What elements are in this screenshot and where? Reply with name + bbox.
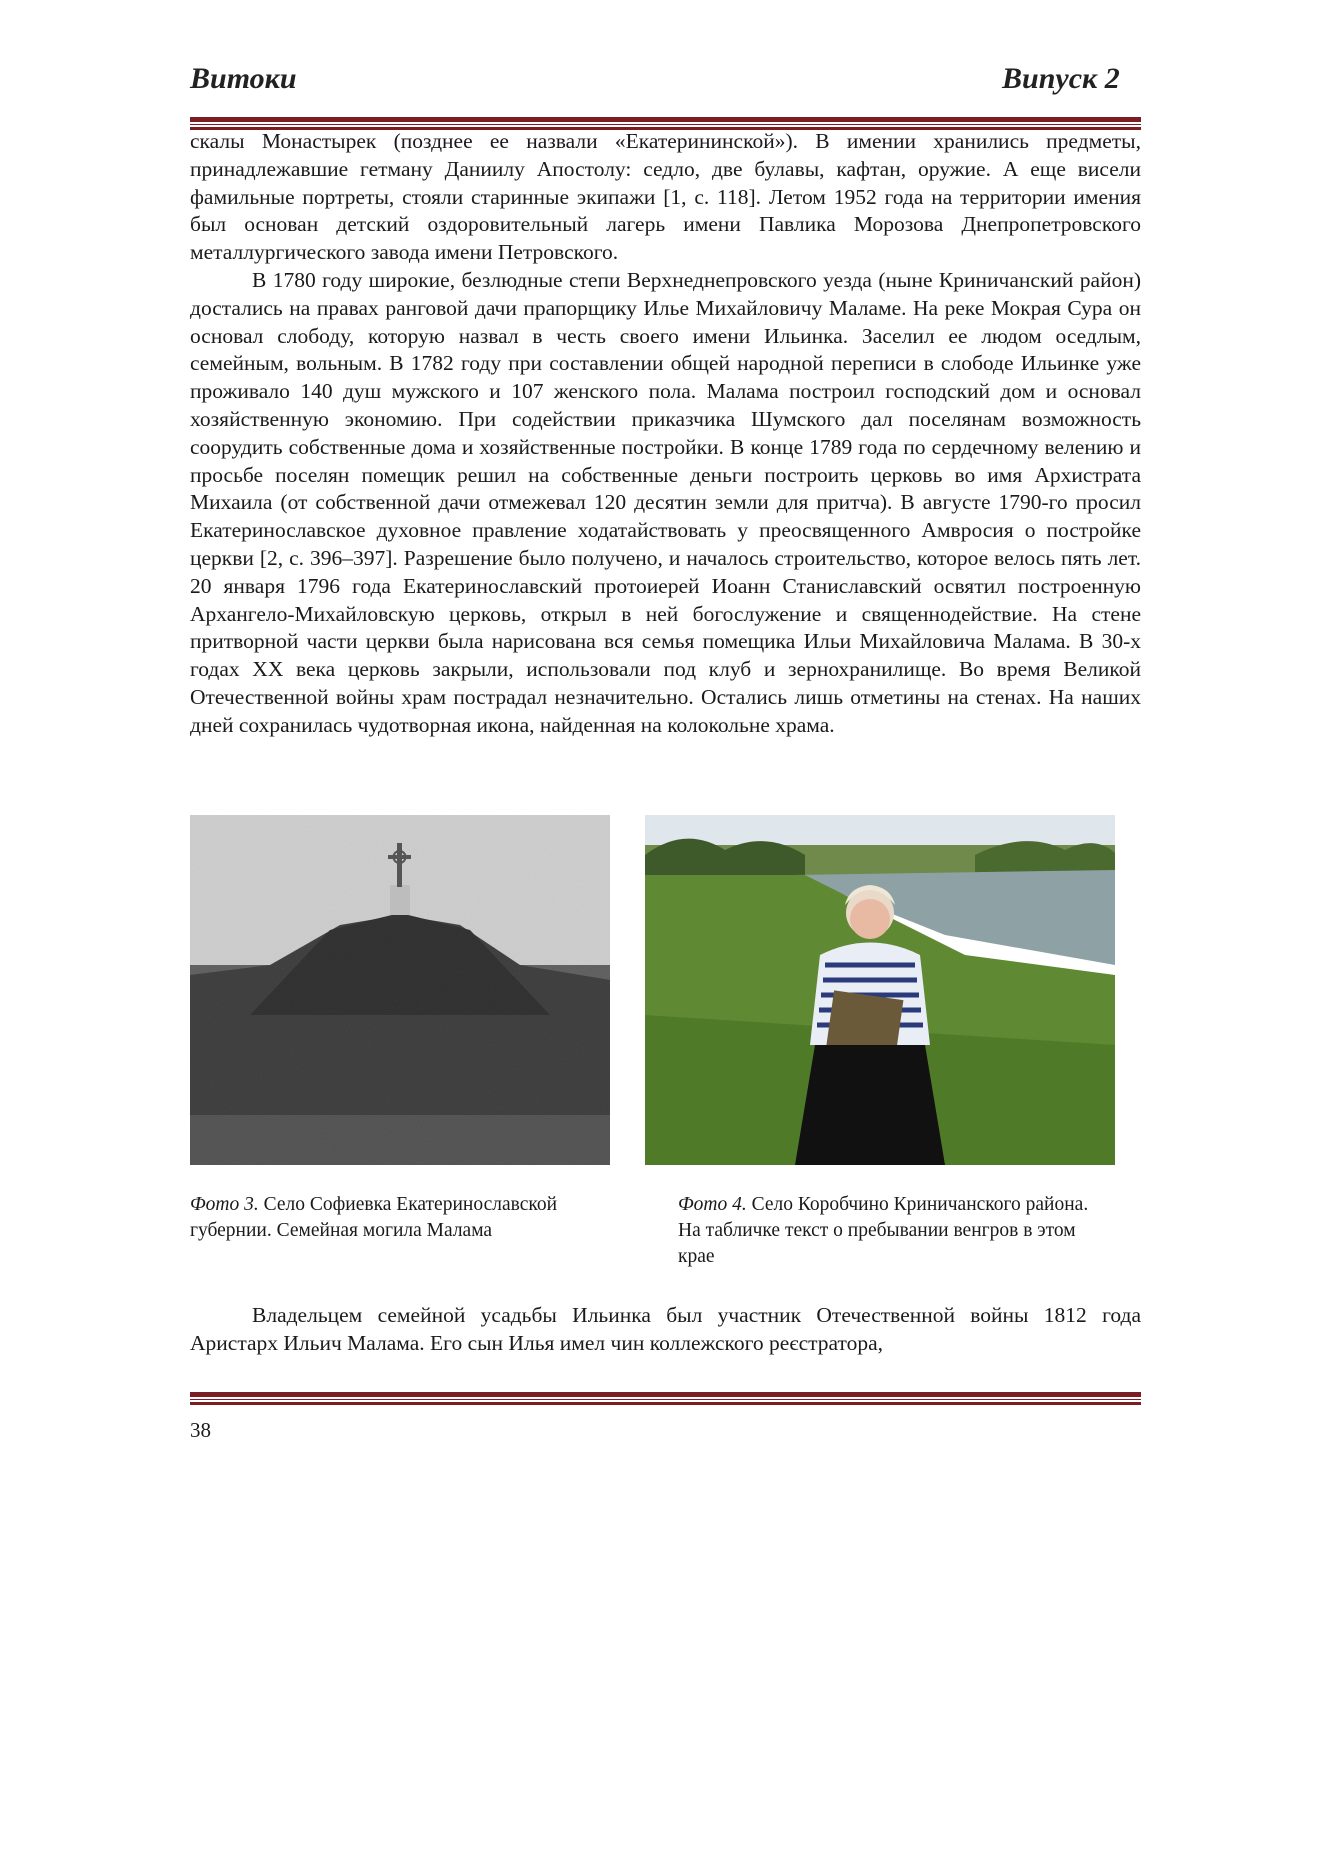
header-right-title: Випуск 2 [1002, 62, 1120, 95]
header-left-title: Витоки [190, 62, 297, 95]
paragraph-3: Владельцем семейной усадьбы Ильинка был участник Отечественной войны 1812 года Аристарх Ильич Малама. Его сын Илья имел чин коллежского реєстратора, [190, 1303, 1141, 1355]
photo-3-image [190, 815, 610, 1165]
paragraph-1: скалы Монастырек (позднее ее назвали «Екатерининской»). В имении хранились предметы, принадлежавшие гетману Даниилу Апостолу: седло, две булавы, кафтан, оружие. А еще висели фамильные портреты, стояли старинные экипажи [1, с. 118]. Летом 1952 года на территории имения был основан детский оздоровительный лагерь имени Павлика Морозова Днепропетровского металлургического завода имени Петровского. [190, 129, 1141, 265]
photo-4-image [645, 815, 1115, 1165]
photo-4-caption-text: Село Коробчино Криничанского района. На табличке текст о пребывании венгров в этом крае [678, 1194, 1089, 1267]
photo-3-caption [190, 1192, 630, 1244]
paragraph-2: В 1780 году широкие, безлюдные степи Верхнеднепровского уезда (ныне Криничанский район) достались на правах ранговой дачи прапорщику Илье Михайловичу Маламе. На реке Мокрая Сура он основал слободу, которую назвал в честь своего имени Ильинка. Заселил ее людом оседлым, семейным, вольным. В 1782 году при составлении общей народной переписи в слободе Ильинке уже проживало 140 душ мужского и 107 женского пола. Малама построил господский дом и основал хозяйственную экономию. При содействии приказчика Шумского дал поселянам возможность соорудить собственные дома и хозяйственные постройки. В конце 1789 года по сердечному велению и просьбе поселян помещик решил на собственные деньги построить церковь во имя Архистрата Михаила (от собственной дачи отмежевал 120 десятин земли для притча). В августе 1790-го просил Екатеринославское духовное правление ходатайствовать у преосвященного Амвросия о постройке церкви [2, с. 396–397]. Разрешение было получено, и началось строительство, которое велось пять лет. 20 января 1796 года Екатеринославский протоиерей Иоанн Станиславский освятил построенную Архангело-Михайловскую церковь, открыл в ней богослужение и священнодействие. На стене притворной части церкви была нарисована вся семья помещика Ильи Михайловича Малама. В 30-х годах XX века церковь закрыли, использовали под клуб и зернохранилище. Во время Великой Отечественной войны храм пострадал незначительно. Остались лишь отметины на стенах. На наших дней сохранилась чудотворная икона, найденная на колокольне храма. [190, 267, 1141, 737]
photo-4-label: Фото 4. [678, 1194, 747, 1215]
photo-3-caption-text: Село Софиевка Екатеринославской губернии. Семейная могила Малама [190, 1194, 558, 1241]
photo-4-caption [678, 1192, 1098, 1270]
page-number: 38 [190, 1418, 211, 1442]
text-block-bottom [190, 1302, 1141, 1358]
footer-rule [190, 1392, 1141, 1405]
text-block-top [190, 128, 1141, 740]
photo-3-label: Фото 3. [190, 1194, 259, 1215]
